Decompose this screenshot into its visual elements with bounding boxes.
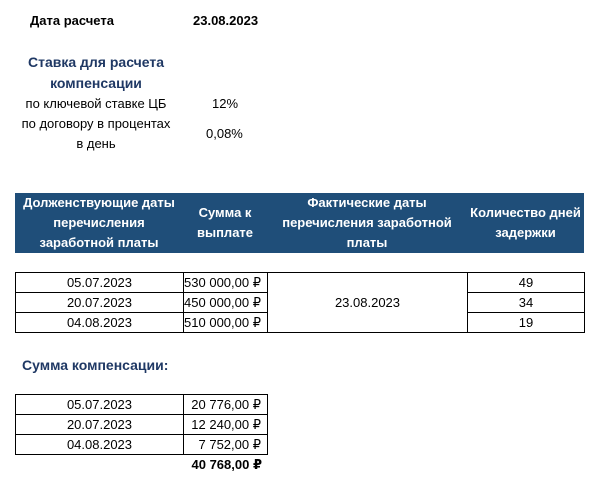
header-actual-dates xyxy=(267,193,467,253)
table-row-3-date: 04.08.2023 xyxy=(15,312,184,333)
table-row-2-date: 20.07.2023 xyxy=(15,292,184,313)
header-amount xyxy=(183,193,267,253)
table-row-1-amount: 530 000,00 ₽ xyxy=(183,272,268,293)
header-amount-line1: Сумма к xyxy=(198,205,252,220)
rate-contract-label-line1: по договору в процентах xyxy=(21,116,171,131)
compensation-title: Сумма компенсации: xyxy=(22,357,169,373)
rate-contract-value: 0,08% xyxy=(206,126,243,141)
table-row-3-amount: 510 000,00 ₽ xyxy=(183,312,268,333)
header-due-dates xyxy=(15,193,183,253)
actual-date-merged-cell xyxy=(267,272,468,333)
header-delay-days xyxy=(467,193,584,253)
table-row-1-date: 05.07.2023 xyxy=(15,272,184,293)
calc-date-value: 23.08.2023 xyxy=(193,13,259,28)
header-delay-days-line2: задержки xyxy=(495,225,556,240)
rate-title-line2: компенсации xyxy=(50,75,142,91)
rate-cb-label: по ключевой ставке ЦБ xyxy=(25,96,167,111)
actual-date-value: 23.08.2023 xyxy=(334,295,401,310)
compensation-row-3-date: 04.08.2023 xyxy=(15,434,184,455)
header-due-dates-line2: перечисления xyxy=(53,215,145,230)
compensation-row-1-date: 05.07.2023 xyxy=(15,394,184,415)
header-actual-dates-line1: Фактические даты xyxy=(307,195,427,210)
header-actual-dates-line2: перечисления заработной xyxy=(282,215,452,230)
table-row-3-days: 19 xyxy=(467,312,585,333)
table-row-1-days: 49 xyxy=(467,272,585,293)
compensation-row-2-amount: 12 240,00 ₽ xyxy=(183,414,268,435)
compensation-row-3-amount: 7 752,00 ₽ xyxy=(183,434,268,455)
header-delay-days-line1: Количество дней xyxy=(470,205,581,220)
header-actual-dates-line3: платы xyxy=(346,235,388,250)
table-row-2-amount: 450 000,00 ₽ xyxy=(183,292,268,313)
table-row-2-days: 34 xyxy=(467,292,585,313)
header-due-dates-line1: Долженствующие даты xyxy=(23,195,175,210)
calc-date-label: Дата расчета xyxy=(30,13,114,28)
compensation-row-2-date: 20.07.2023 xyxy=(15,414,184,435)
header-amount-line2: выплате xyxy=(196,225,254,240)
compensation-row-1-amount: 20 776,00 ₽ xyxy=(183,394,268,415)
rate-cb-value: 12% xyxy=(212,96,239,111)
compensation-total: 40 768,00 ₽ xyxy=(191,457,262,472)
rate-title-line1: Ставка для расчета xyxy=(27,54,164,70)
rate-contract-label-line2: в день xyxy=(76,136,116,151)
header-due-dates-line3: заработной платы xyxy=(39,235,159,250)
